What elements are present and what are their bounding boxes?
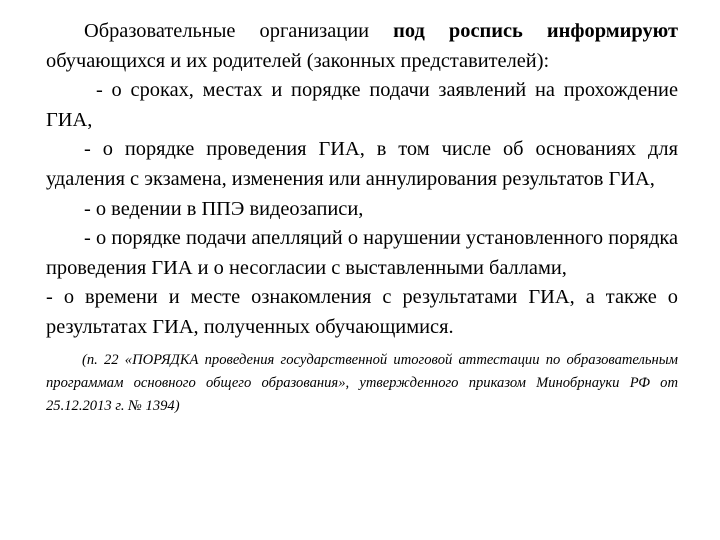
list-item: - о ведении в ППЭ видеозаписи,: [84, 197, 364, 220]
list-item: - о сроках, местах и порядке подачи заявлений на прохождение ГИА,: [46, 79, 678, 131]
intro-paragraph: [46, 17, 678, 76]
list-item: - о порядке проведения ГИА, в том числе об основаниях для удаления с экзамена, изменения или аннулирования результатов ГИА,: [46, 138, 678, 190]
footnote: (п. 22 «ПОРЯДКА проведения государственной итоговой аттестации по образовательным программам основного общего образования», утвержденного приказом Минобрнауки РФ от 25.12.2013 г. № 1394): [46, 351, 678, 414]
list-item: - о порядке подачи апелляций о нарушении установленного порядка проведения ГИА и о несогласии с выставленными баллами,: [46, 227, 678, 279]
intro-text-start: Образовательные организации: [84, 20, 394, 42]
intro-text-end: обучающихся и их родителей (законных представителей):: [46, 49, 550, 72]
intro-bold-text: под роспись информируют: [393, 20, 678, 42]
list-item: - о времени и месте ознакомления с результатами ГИА, а также о результатах ГИА, полученных обучающимися.: [46, 286, 678, 338]
slide-content: [46, 17, 678, 432]
